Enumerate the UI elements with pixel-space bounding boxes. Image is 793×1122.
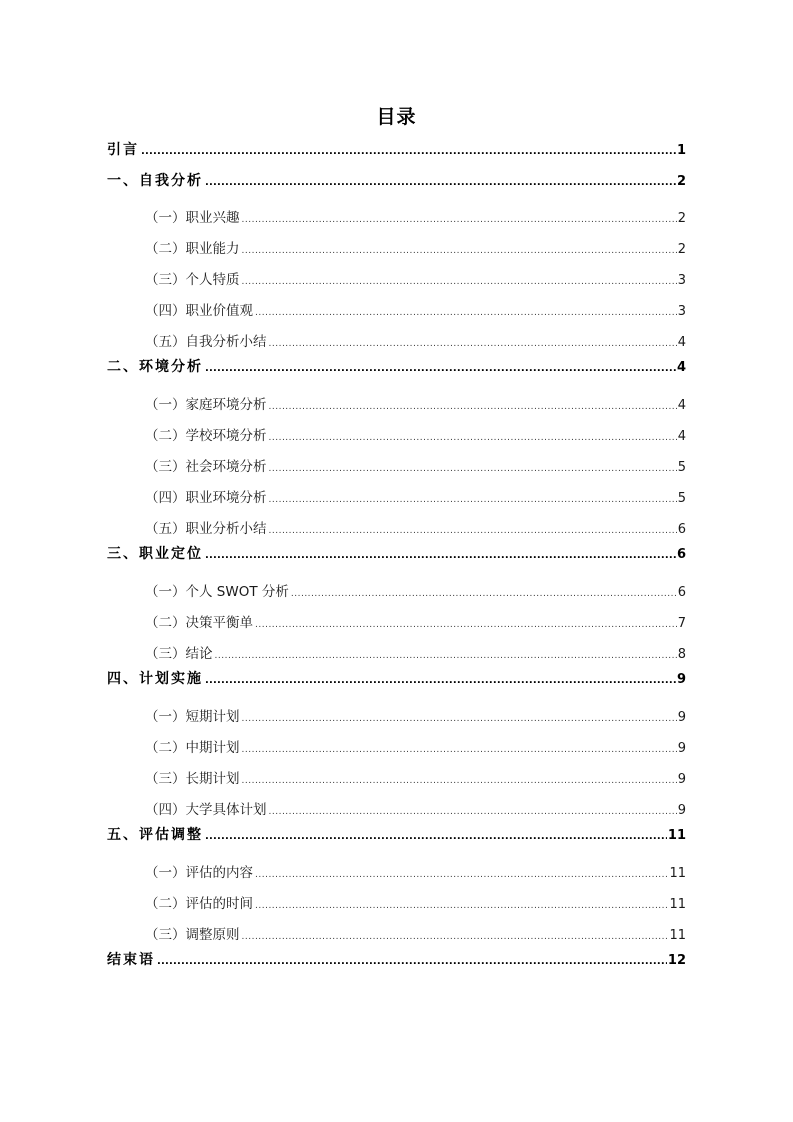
toc-page-number: 11 — [669, 897, 686, 912]
toc-page-number: 9 — [677, 741, 686, 756]
toc-section-entry[interactable] — [145, 206, 686, 226]
toc-entry-label: （二）职业能力 — [145, 241, 240, 257]
toc-entry-label: （二）学校环境分析 — [145, 428, 267, 444]
toc-entry-label: （三）调整原则 — [145, 927, 240, 943]
toc-section-entry[interactable] — [145, 642, 686, 662]
toc-page-number: 4 — [677, 335, 686, 350]
toc-page-number: 5 — [677, 491, 686, 506]
toc-entry-label: （一）短期计划 — [145, 709, 240, 725]
toc-section-entry[interactable] — [145, 455, 686, 475]
toc-page-number: 9 — [677, 772, 686, 787]
toc-dot-leader — [269, 807, 677, 817]
toc-page-number: 9 — [677, 710, 686, 725]
toc-dot-leader — [242, 246, 677, 256]
toc-dot-leader — [242, 215, 677, 225]
toc-entry-label: （五）职业分析小结 — [145, 521, 267, 537]
toc-page-number: 11 — [667, 828, 686, 843]
toc-section-entry[interactable] — [145, 611, 686, 631]
toc-page-number: 1 — [676, 143, 686, 158]
toc-section-entry[interactable] — [145, 705, 686, 725]
toc-entry-label: 三、职业定位 — [107, 546, 203, 562]
toc-dot-leader — [255, 901, 668, 911]
toc-entry-label: 结束语 — [107, 952, 155, 968]
toc-entry-label: 四、计划实施 — [107, 671, 203, 687]
toc-title: 目录 — [376, 106, 417, 128]
toc-page-number: 12 — [667, 953, 686, 968]
toc-dot-leader — [205, 675, 676, 686]
toc-dot-leader — [157, 956, 667, 967]
toc-entry-label: 引言 — [107, 142, 139, 158]
toc-section-entry[interactable] — [145, 580, 686, 600]
toc-chapter-entry[interactable] — [107, 824, 686, 844]
toc-dot-leader — [255, 620, 677, 630]
toc-chapter-entry[interactable] — [107, 356, 686, 376]
toc-section-entry[interactable] — [145, 393, 686, 413]
toc-page-number: 4 — [676, 360, 686, 375]
toc-dot-leader — [269, 402, 677, 412]
toc-section-entry[interactable] — [145, 486, 686, 506]
toc-page-number: 9 — [677, 803, 686, 818]
toc-entry-label: （五）自我分析小结 — [145, 334, 267, 350]
toc-entry-label: （四）职业价值观 — [145, 303, 253, 319]
toc-entry-label: （一）家庭环境分析 — [145, 397, 267, 413]
toc-dot-leader — [255, 870, 668, 880]
toc-page-number: 2 — [677, 211, 686, 226]
toc-entry-label: 一、自我分析 — [107, 173, 203, 189]
toc-page-number: 11 — [669, 866, 686, 881]
toc-page-number: 5 — [677, 460, 686, 475]
toc-dot-leader — [269, 526, 677, 536]
toc-entry-label: （二）中期计划 — [145, 740, 240, 756]
toc-entry-label: （一）个人 SWOT 分析 — [145, 584, 289, 600]
toc-page-number: 3 — [677, 273, 686, 288]
toc-dot-leader — [141, 146, 676, 157]
toc-chapter-entry[interactable] — [107, 170, 686, 190]
toc-page-number: 6 — [676, 547, 686, 562]
toc-section-entry[interactable] — [145, 237, 686, 257]
toc-section-entry[interactable] — [145, 517, 686, 537]
toc-page-number: 6 — [677, 585, 686, 600]
toc-page-number: 6 — [677, 522, 686, 537]
toc-section-entry[interactable] — [145, 299, 686, 319]
toc-dot-leader — [269, 464, 677, 474]
toc-entry-label: （三）社会环境分析 — [145, 459, 267, 475]
toc-dot-leader — [291, 589, 677, 599]
toc-section-entry[interactable] — [145, 767, 686, 787]
toc-dot-leader — [242, 277, 677, 287]
toc-dot-leader — [242, 745, 677, 755]
toc-entry-label: （二）评估的时间 — [145, 896, 253, 912]
toc-dot-leader — [205, 177, 676, 188]
toc-dot-leader — [205, 363, 676, 374]
toc-page-number: 11 — [669, 928, 686, 943]
toc-section-entry[interactable] — [145, 798, 686, 818]
toc-dot-leader — [242, 714, 677, 724]
toc-dot-leader — [215, 651, 677, 661]
toc-entry-label: （一）职业兴趣 — [145, 210, 240, 226]
toc-entry-label: （一）评估的内容 — [145, 865, 253, 881]
toc-dot-leader — [269, 339, 677, 349]
toc-section-entry[interactable] — [145, 861, 686, 881]
toc-section-entry[interactable] — [145, 736, 686, 756]
toc-chapter-entry[interactable] — [107, 139, 686, 159]
toc-page-number: 4 — [677, 429, 686, 444]
toc-dot-leader — [205, 550, 676, 561]
toc-page-number: 2 — [676, 174, 686, 189]
toc-chapter-entry[interactable] — [107, 949, 686, 969]
toc-page-number: 4 — [677, 398, 686, 413]
toc-dot-leader — [242, 932, 669, 942]
toc-dot-leader — [242, 776, 677, 786]
toc-entry-label: （三）结论 — [145, 646, 213, 662]
toc-entry-label: （四）大学具体计划 — [145, 802, 267, 818]
toc-entry-label: 二、环境分析 — [107, 359, 203, 375]
toc-entry-label: （四）职业环境分析 — [145, 490, 267, 506]
toc-page-number: 2 — [677, 242, 686, 257]
toc-page-number: 7 — [677, 616, 686, 631]
toc-section-entry[interactable] — [145, 268, 686, 288]
toc-dot-leader — [269, 495, 677, 505]
toc-chapter-entry[interactable] — [107, 543, 686, 563]
toc-page-number: 8 — [677, 647, 686, 662]
toc-page-number: 9 — [676, 672, 686, 687]
toc-section-entry[interactable] — [145, 330, 686, 350]
toc-section-entry[interactable] — [145, 923, 686, 943]
toc-dot-leader — [205, 831, 667, 842]
toc-section-entry[interactable] — [145, 892, 686, 912]
toc-entry-label: （二）决策平衡单 — [145, 615, 253, 631]
toc-dot-leader — [255, 308, 677, 318]
toc-entry-label: 五、评估调整 — [107, 827, 203, 843]
toc-entry-label: （三）个人特质 — [145, 272, 240, 288]
toc-section-entry[interactable] — [145, 424, 686, 444]
toc-chapter-entry[interactable] — [107, 668, 686, 688]
toc-page-number: 3 — [677, 304, 686, 319]
toc-entry-label: （三）长期计划 — [145, 771, 240, 787]
toc-dot-leader — [269, 433, 677, 443]
